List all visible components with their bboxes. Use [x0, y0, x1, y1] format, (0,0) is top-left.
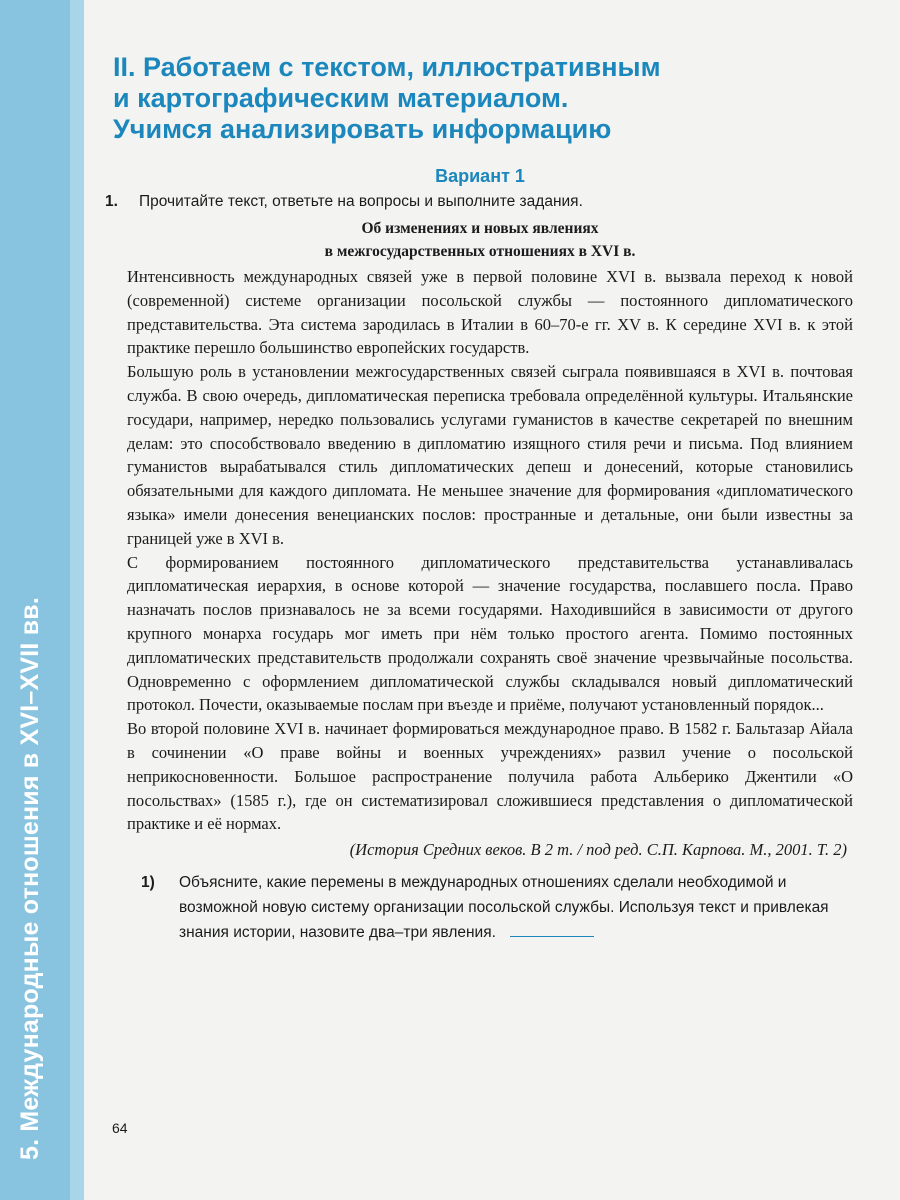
section-heading-line: II. Работаем с текстом, иллюстративным	[113, 52, 661, 82]
section-heading	[113, 52, 855, 145]
question-item	[105, 870, 855, 945]
article-paragraph: Большую роль в установлении межгосударственных связей сыграла появившаяся в XVI в. почтовая служба. В свою очередь, дипломатическая переписка требовала определённой культуры. Итальянские государи, например, нередко пользовались услугами гуманистов в качестве секретарей по внешним делам: это способствовало введению в дипломатию изящного стиля речи и письма. Под влиянием гуманистов вырабатывался стиль дипломатических депеш и донесений, которые становились обязательными для каждого дипломата. Не меньшее значение для формирования «дипломатического языка» имели донесения венецианских послов: пространные и детальные, они были известны за границей уже в XVI в.	[127, 362, 853, 548]
article-paragraph: Во второй половине XVI в. начинает формироваться международное право. В 1582 г. Бальтазар Айала в сочинении «О праве войны и военных учреждениях» развил учение о посольской неприкосновенности. Большое распространение получила работа Альберико Джентили «О посольствах» (1585 г.), где он систематизировал сложившиеся представления о дипломатической практике и её нормах.	[127, 719, 853, 834]
article-paragraph: Интенсивность международных связей уже в первой половине XVI в. вызвала переход к новой (современной) системе организации посольской службы — постоянного дипломатического представительства. Эта система зародилась в Италии в 60–70-е гг. XV в. К середине XVI в. к этой практике перешло большинство европейских государств.	[127, 267, 853, 358]
task-text: Прочитайте текст, ответьте на вопросы и выполните задания.	[139, 193, 583, 210]
chapter-title: 5. Международные отношения в XVI–XVII вв.	[15, 597, 44, 1160]
variant-heading: Вариант 1	[435, 166, 525, 186]
article-paragraph: С формированием постоянного дипломатического представительства устанавливалась дипломатическая иерархия, в основе которой — значение государства, пославшего посла. Право назначать послов признавалось не за всеми государями. Находившийся в зависимости от другого крупного монарха государь мог иметь при нём только простого агента. Помимо постоянных дипломатических представительств продолжали сохранять своё значение чрезвычайные посольства. Одновременно с оформлением дипломатической службы складывался новый дипломатический протокол. Почести, оказываемые послам при въезде и приёме, получают установленный порядок...	[127, 552, 853, 715]
task-number: 1.	[105, 193, 118, 210]
question-number: 1)	[141, 874, 155, 892]
answer-line[interactable]	[510, 922, 594, 937]
article-source: (История Средних веков. В 2 т. / под ред. С.П. Карпова. М., 2001. Т. 2)	[349, 840, 847, 860]
section-heading-line: и картографическим материалом.	[113, 83, 569, 113]
task-instruction	[105, 190, 855, 213]
sidebar-strip	[70, 0, 84, 1200]
article-title	[105, 217, 855, 263]
page-number: 64	[112, 1120, 128, 1136]
article-body	[105, 265, 855, 836]
article-title-line: Об изменениях и новых явлениях	[361, 220, 599, 237]
chapter-sidebar	[0, 0, 84, 1200]
article-title-line: в межгосударственных отношениях в XVI в.	[324, 243, 636, 260]
section-heading-line: Учимся анализировать информацию	[113, 114, 612, 144]
question-text: Объясните, какие перемены в международных отношениях сделали необходимой и возможной новую систему организации посольской службы. Используя текст и привлекая знания истории, назовите два–три явления.	[179, 874, 829, 942]
page-content	[105, 52, 855, 945]
question-body	[179, 870, 855, 945]
